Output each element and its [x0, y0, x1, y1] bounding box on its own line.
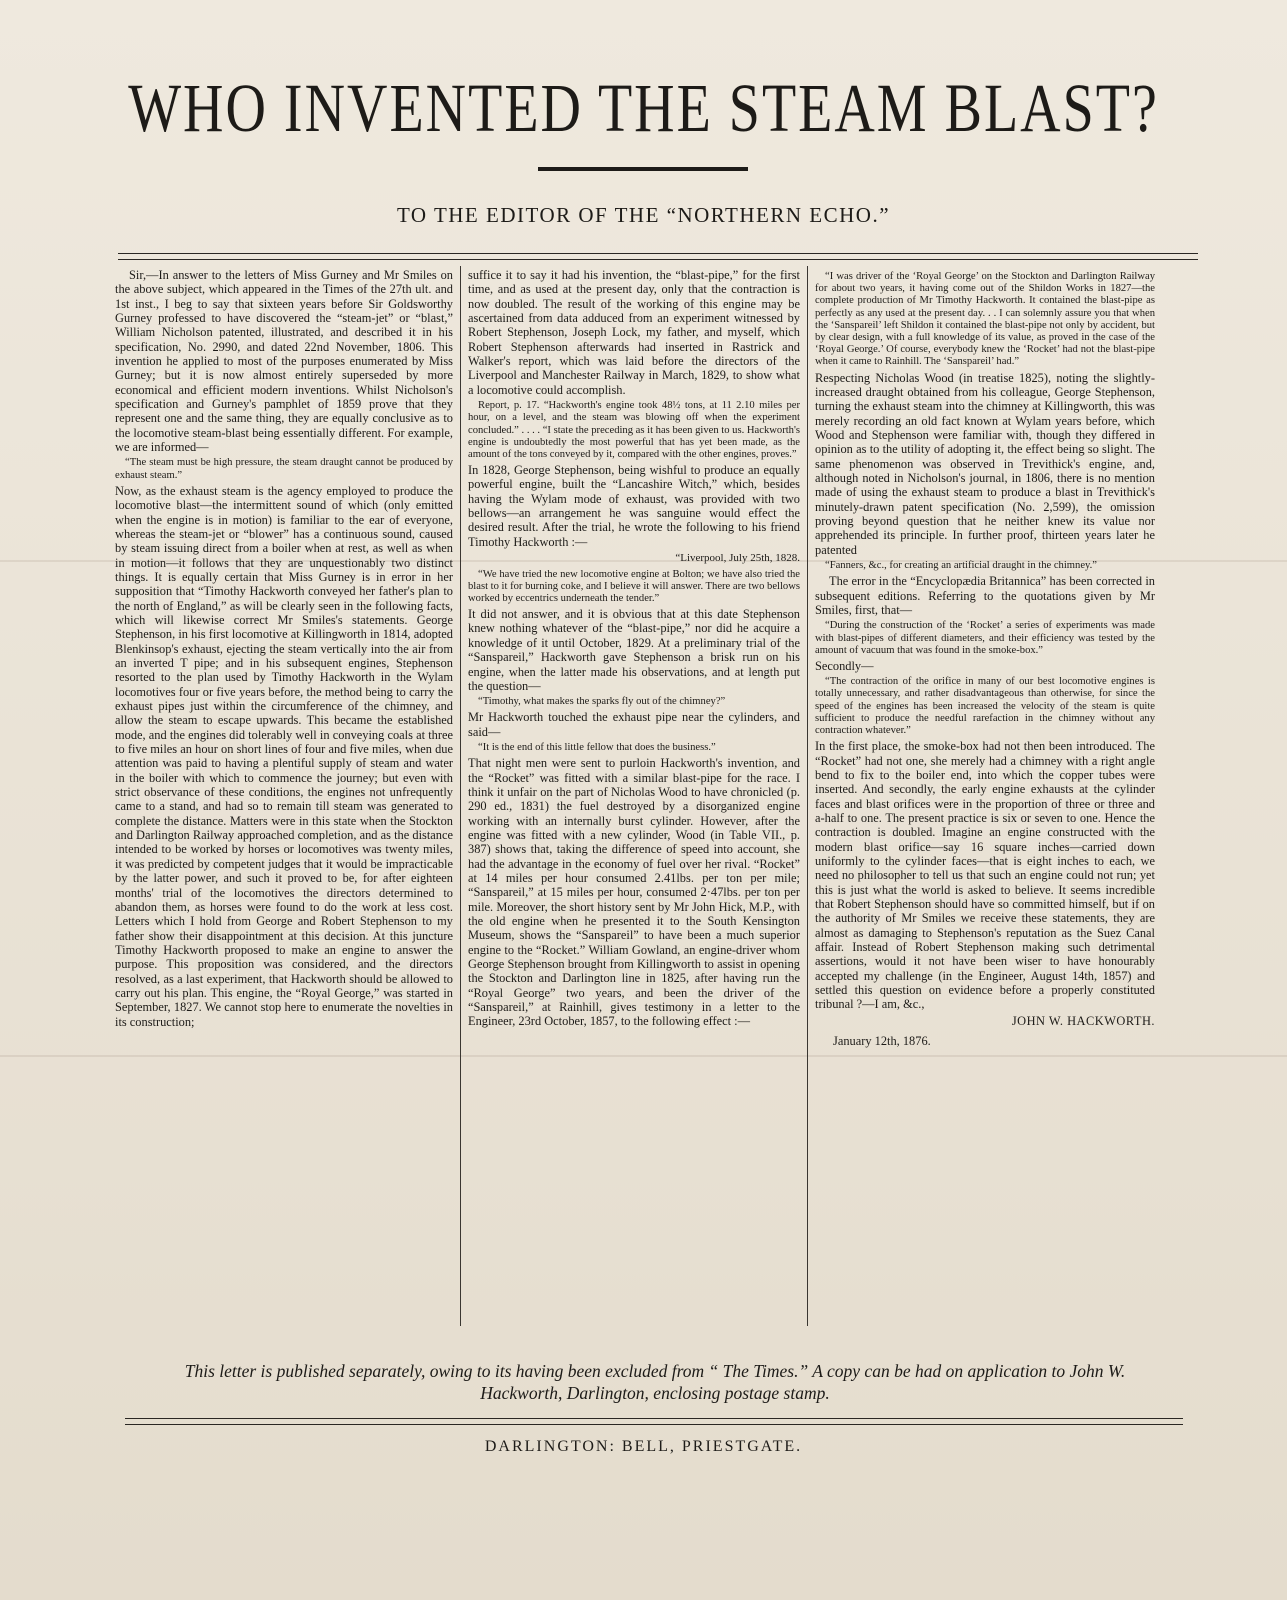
letter-date: “Liverpool, July 25th, 1828.: [675, 552, 800, 565]
top-double-rule: [118, 253, 1198, 260]
bottom-double-rule: [125, 1418, 1183, 1425]
article-column-3: [815, 268, 1155, 1049]
quotation: “The contraction of the orifice in many of our best locomotive engines is totally unnecessary, and rather disadvantageous than otherwise, for since the speed of the engines has been increased the velocity of the steam is quite sufficient to produce the needful rarefaction in the chimney without any contraction whatever.”: [815, 676, 1155, 737]
quotation: “Fanners, &c., for creating an artificial draught in the chimney.”: [825, 560, 1097, 572]
paragraph: The error in the “Encyclopædia Britannica” has been corrected in subsequent editions. Referring to the quotations given by Mr Smiles, first, that—: [815, 574, 1155, 617]
paragraph: That night men were sent to purloin Hackworth's invention, and the “Rocket” was fitted with a similar blast-pipe for the race. I think it unfair on the part of Nicholas Wood to have chronicled (p. 290 ed., 1831) the fuel destroyed by a disorganized engine working with an internally burst cylinder. However, after the engine was fitted with a new cylinder, Wood (in Table VII., p. 387) shows that, taking the difference of speed into account, she had the advantage in the economy of fuel over her rival. “Rocket” at 14 miles per hour consumed 2.41lbs. per ton per mile; “Sanspareil,” at 15 miles per hour, consumed 2·47lbs. per ton per mile. Moreover, the short history sent by Mr John Hick, M.P., with the old engine when he presented it to the South Kensington Museum, shows the “Sanspareil” to have been a much superior engine to the “Rocket.” William Gowland, an engine-driver whom George Stephenson brought from Killingworth to assist in opening the Stockton and Darlington line in 1825, after having run the “Royal George” two years, and been the driver of the “Sanspareil,” at Rainhill, gives testimony in a letter to the Engineer, 23rd October, 1857, to the following effect :—: [468, 756, 800, 1029]
column-divider: [807, 266, 808, 1326]
quotation: “It is the end of this little fellow that does the business.”: [478, 742, 716, 754]
publication-note: This letter is published separately, owing to its having been excluded from “ The Times.” A copy can be had on application to John W. Hackworth, Darlington, enclosing postage stamp.: [184, 1361, 1126, 1403]
quotation: Report, p. 17. “Hackworth's engine took 48½ tons, at 11 2.10 miles per hour, on a level, and the steam was blowing off when the experiment concluded.” . . . . “I state the preceding as it has been given to us. Hackworth's engine is undoubtedly the most powerful that has yet been made, as the amount of the tons conveyed by it, compared with the other engines, proves.”: [468, 400, 800, 460]
title-rule: [538, 167, 748, 171]
paragraph: Now, as the exhaust steam is the agency employed to produce the locomotive blast—the intermittent sound of which (only emitted when the engine is in motion) is familiar to the ear of everyone, whereas the steam-jet or “blower” has a continuous sound, caused by steam issuing direct from a boiler when at rest, as well as when in motion—it follows that they are unquestionably two distinct things. It is equally certain that Miss Gurney is in error in her supposition that “Timothy Hackworth conveyed her father's plan to the north of England,” as will be clearly seen in the following facts, which will likewise correct Mr Smiles's statements. George Stephenson, in his first locomotive at Killingworth in 1814, adopted Blenkinsop's exhaust, ejecting the steam vertically into the air from an inverted T pipe; and in his subsequent engines, Stephenson resorted to the plan used by Timothy Hackworth in the Wylam locomotives four or five years before, the method being to carry the exhaust pipes just within the circumference of the chimney, and allow the steam to escape upwards. This became the established mode, and the engines did tolerably well in conveying coals at three to five miles an hour on short lines of four and five miles, when due attention was paid to having a plentiful supply of steam and water in the boiler with which to commence the journey; but even with strict observance of these conditions, the engines not unfrequently came to a stand, and had so to remain till steam was generated to complete the distance. Matters were in this state when the Stockton and Darlington Railway approached completion, and as the distance intended to be worked by horses or locomotives was twenty miles, it was predicted by competent judges that it would be impracticable by the latter power, and such it proved to be, for after eighteen months' trial of the locomotives the directors determined to abandon them, as horses were found to do the work at less cost. Letters which I hold from George and Robert Stephenson to my father show their disappointment at this decision. At this juncture Timothy Hackworth proposed to make an engine to answer the purpose. This proposition was considered, and the directors resolved, as a last experiment, that Hackworth should be allowed to carry out his plan. This engine, the “Royal George,” was started in September, 1827. We cannot stop here to enumerate the novelties in its construction;: [115, 483, 453, 1029]
article-column-2: [468, 268, 800, 1029]
printer-imprint: DARLINGTON: BELL, PRIESTGATE.: [484, 1438, 803, 1455]
paper-fold: [0, 1055, 1287, 1057]
paragraph: suffice it to say it had his invention, the “blast-pipe,” for the first time, and as used at the present day, only that the contraction is now doubled. The result of the working of this engine may be ascertained from data adduced from an experiment witnessed by Robert Stephenson, Joseph Lock, my father, and myself, which Robert Stephenson afterwards had inserted in Rastrick and Walker's report, which was laid before the directors of the Liverpool and Manchester Railway in March, 1829, to show what a locomotive could accomplish.: [468, 268, 800, 397]
paragraph: Mr Hackworth touched the exhaust pipe near the cylinders, and said—: [468, 710, 800, 739]
paragraph: Respecting Nicholas Wood (in treatise 1825), noting the slightly-increased draught obtained from his colleague, George Stephenson, turning the exhaust steam into the chimney at Killingworth, this was merely recording an old fact known at Wylam years before, which Wood and Stephenson were familiar with, though they differed in opinion as to the utility of adopting it, the effect being so slight. The same phenomenon was observed in Trevithick's engine, and, although noted in Nicholson's journal, in 1806, there is no mention made of using the exhaust steam to produce a blast in Trevithick's minutely-drawn patent specification (No. 2,599), the omission proving beyond question that he neither knew its value nor apprehended its principle. In further proof, thirteen years later he patented: [815, 370, 1155, 557]
quotation: “We have tried the new locomotive engine at Bolton; we have also tried the blast to it for burning coke, and I believe it will answer. There are two bellows worked by eccentrics underneath the tender.”: [468, 568, 800, 604]
quotation: “During the construction of the ‘Rocket’ a series of experiments was made with blast-pipes of different diameters, and their efficiency was tested by the amount of vacuum that was found in the smoke-box.”: [815, 620, 1155, 656]
paragraph: In the first place, the smoke-box had not then been introduced. The “Rocket” had not one, she merely had a chimney with a right angle bend to fix to the boiler end, into which the copper tubes were inserted. And secondly, the early engine exhausts at the cylinder faces and blast orifices were in the proportion of three or three and a-half to one. The present practice is six or seven to one. Hence the contraction is doubled. Imagine an engine constructed with the modern blast orifice—say 16 square inches—carried down uniformly to the cylinder faces—that is eight inches to each, we need no philosopher to tell us that such an engine could not run; yet this is just what the world is asked to believe. It seems incredible that Robert Stephenson should have so committed himself, but if on the authority of Mr Smiles we receive these statements, they are almost as damaging to Stephenson's reputation as the Suez Canal affair. Instead of Robert Stephenson making such detrimental assertions, would it not have been wiser to have honourably accepted my challenge (in the Engineer, August 14th, 1857) and settled this question on evidence before a properly constituted tribunal ?—I am, &c.,: [815, 739, 1155, 1012]
quotation: “Timothy, what makes the sparks fly out of the chimney?”: [478, 696, 726, 708]
signature: JOHN W. HACKWORTH.: [1011, 1013, 1155, 1028]
quotation: “The steam must be high pressure, the steam draught cannot be produced by exhaust steam.”: [115, 457, 453, 481]
letter-signoff-date: January 12th, 1876.: [833, 1034, 931, 1049]
quotation: “I was driver of the ‘Royal George’ on the Stockton and Darlington Railway for about two years, it having come out of the Shildon Works in 1827—the complete production of Mr Timothy Hackworth. It contained the blast-pipe as perfectly as any used at the present day. . . I can solemnly assure you that when the ‘Sanspareil’ left Shildon it contained the blast-pipe not only by accident, but by clear design, with a full knowledge of its value, as proved in the case of the ‘Royal George.’ Of course, everybody knew the ‘Rocket’ had not the blast-pipe when it came to Rainhill. The ‘Sanspareil’ had.”: [815, 271, 1155, 368]
article-column-1: [115, 268, 453, 1029]
column-divider: [460, 266, 461, 1326]
page-subtitle: TO THE EDITOR OF THE “NORTHERN ECHO.”: [396, 203, 891, 227]
paragraph: Sir,—In answer to the letters of Miss Gurney and Mr Smiles on the above subject, which appeared in the Times of the 27th ult. and 1st inst., I beg to say that sixteen years before Sir Goldsworthy Gurney professed to have discovered the “steam-jet” or “blast,” William Nicholson patented, illustrated, and described it in his specification, No. 2990, and dated 22nd November, 1806. This invention he applied to most of the purposes enumerated by Miss Gurney; but it is now almost entirely superseded by more economical and efficient modern inventions. Whilst Nicholson's specification and Gurney's pamphlet of 1859 prove that they represent one and the same thing, they are equally conclusive as to the locomotive steam-blast being essentially different. For example, we are informed—: [115, 268, 453, 455]
paragraph: It did not answer, and it is obvious that at this date Stephenson knew nothing whatever of the “blast-pipe,” nor did he acquire a knowledge of it until October, 1829. At a preliminary trial of the “Sanspareil,” Hackworth gave Stephenson a brisk run on his engine, when the latter made his observations, and at length put the question—: [468, 607, 800, 693]
paragraph: Secondly—: [815, 658, 874, 673]
page-title: WHO INVENTED THE STEAM BLAST?: [128, 71, 1159, 147]
paragraph: In 1828, George Stephenson, being wishful to produce an equally powerful engine, built the “Lancashire Witch,” which, besides having the Wylam mode of exhaust, was provided with two bellows—an arrangement he was sanguine would effect the desired result. After the trial, he wrote the following to his friend Timothy Hackworth :—: [468, 463, 800, 549]
